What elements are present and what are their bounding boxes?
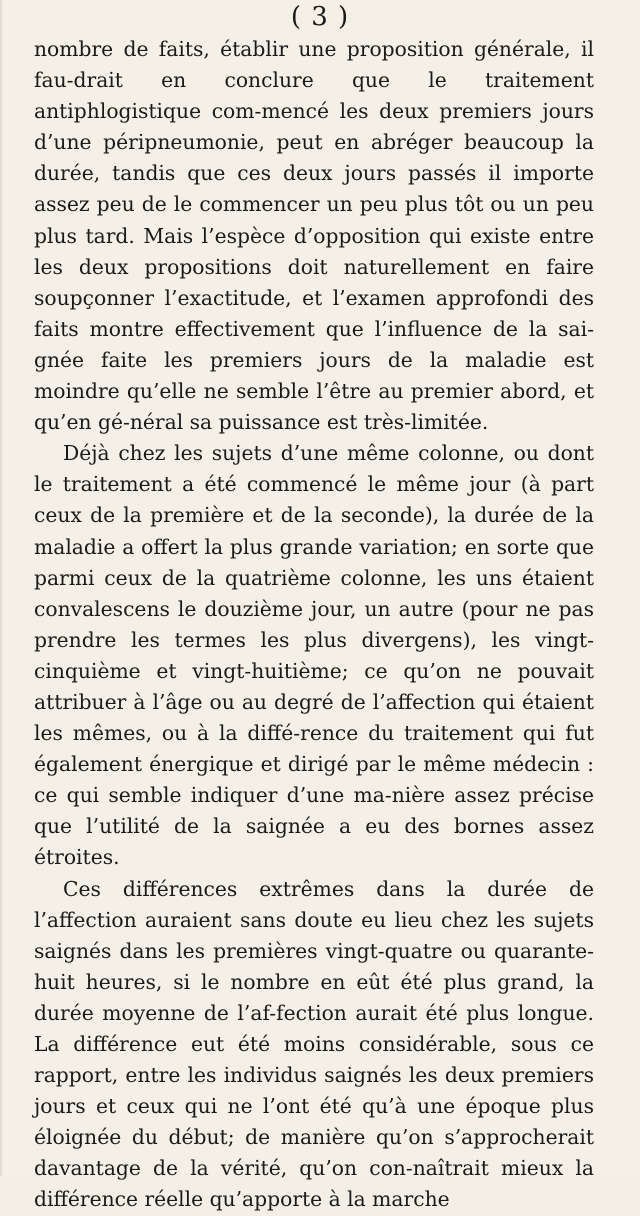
page-edge-shadow [0,0,3,1176]
page-number: ( 3 ) [290,2,350,32]
paragraph-1: nombre de faits, établir une proposition générale, il fau-drait en conclure que le traitement antiphlogistique com-mencé les deux premiers jours d’une péripneumonie, peut en abréger beaucoup la durée, tandis que ces deux jours passés il importe assez peu de le commencer un peu plus tôt ou un peu plus tard. Mais l’espèce d’opposition qui existe entre les deux propositions doit naturellement en faire soupçonner l’exactitude, et l’examen approfondi des faits montre effectivement que l’influence de la sai-gnée faite les premiers jours de la maladie est moindre qu’elle ne semble l’être au premier abord, et qu’en gé-néral sa puissance est très-limitée. [34,37,594,435]
paragraph-3: Ces différences extrêmes dans la durée de l’affection auraient sans doute eu lieu chez les sujets saignés dans les premières vingt-quatre ou quarante-huit heures, si le nombre en eût été plus grand, la durée moyenne de l’af-fection aurait été plus longue. La différence eut été moins considérable, sous ce rapport, entre les individus saignés les deux premiers jours et ceux qui ne l’ont été qu’à une époque plus éloignée du début; de manière qu’on s’approcherait davantage de la vérité, qu’on con-naîtrait mieux la différence réelle qu’apporte à la marche [34,876,594,1212]
body-text [34,34,594,1216]
paragraph-2: Déjà chez les sujets d’une même colonne, ou dont le traitement a été commencé le même jour (à part ceux de la première et de la seconde), la durée de la maladie a offert la plus grande variation; en sorte que parmi ceux de la quatrième colonne, les uns étaient convalescens le douzième jour, un autre (pour ne pas prendre les termes les plus divergens), les vingt-cinquième et vingt-huitième; ce qu’on ne pouvait attribuer à l’âge ou au degré de l’affection qui étaient les mêmes, ou à la diffé-rence du traitement qui fut également énergique et dirigé par le même médecin : ce qui semble indiquer d’une ma-nière assez précise que l’utilité de la saignée a eu des bornes assez étroites. [34,441,594,870]
